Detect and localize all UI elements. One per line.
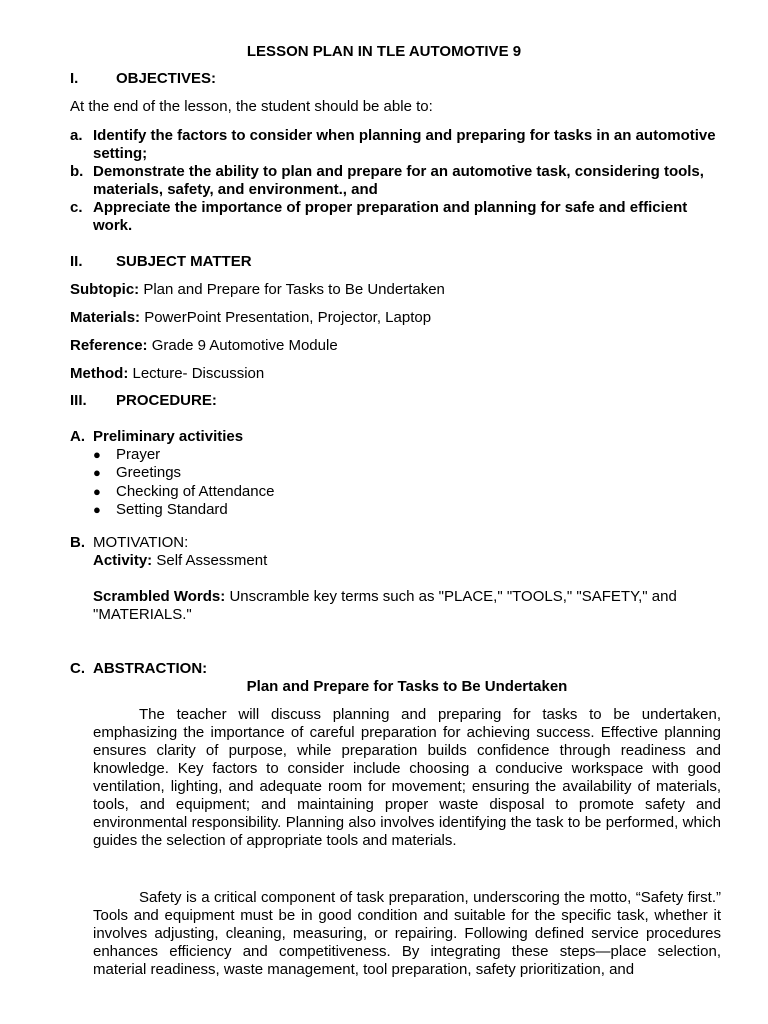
activity-label: Activity: [93, 552, 153, 569]
item-text: Checking of Attendance [116, 483, 275, 500]
item-text: Identify the factors to consider when planning and preparing for tasks in an automotive setting; [93, 127, 716, 162]
objectives-intro: At the end of the lesson, the student should be able to: [70, 98, 433, 115]
scrambled-words [93, 588, 721, 624]
list-item [93, 501, 274, 519]
bullet-icon: ● [93, 502, 101, 517]
subsection-letter-a: A. [70, 428, 85, 445]
item-text: Setting Standard [116, 501, 228, 518]
activity-value: Self Assessment [156, 552, 268, 569]
subsection-letter-b: B. [70, 534, 85, 551]
item-letter: b. [70, 163, 84, 180]
item-text: Demonstrate the ability to plan and prepare for an automotive task, considering tools, materials, safety, and environment., and [93, 163, 704, 198]
preliminary-heading: Preliminary activities [93, 428, 244, 445]
item-letter: c. [70, 199, 83, 216]
item-text: Appreciate the importance of proper preparation and planning for safe and efficient work. [93, 199, 688, 234]
abstraction-heading: ABSTRACTION: [93, 660, 208, 677]
bullet-icon: ● [93, 447, 101, 462]
document-title: LESSON PLAN IN TLE AUTOMOTIVE 9 [246, 43, 522, 60]
reference-label: Reference: [70, 337, 148, 354]
activity-line [93, 552, 721, 570]
scrambled-text: Unscramble key terms such as "PLACE," "TOOLS," "SAFETY," and "MATERIALS." [93, 588, 677, 623]
method-label: Method: [70, 365, 129, 382]
section-title: PROCEDURE: [116, 392, 217, 409]
bullet-icon: ● [93, 484, 101, 499]
list-item [70, 163, 720, 199]
reference-line [70, 337, 338, 355]
bullet-icon: ● [93, 465, 101, 480]
section-number: II. [70, 253, 83, 270]
abstraction-paragraph-1: The teacher will discuss planning and preparing for tasks to be undertaken, emphasizing the importance of careful preparation for achieving success. Effective planning ensures clarity of purpose, while preparation builds confidence through readiness and knowledge. Key factors to consider include choosing a conducive workspace with good ventilation, lighting, and adequate room for movement; ensuring the availability of materials, tools, and equipment; and maintaining proper waste disposal to promote safety and environmental responsibility. Planning also involves identifying the task to be performed, which guides the selection of appropriate tools and materials. [93, 706, 721, 849]
objectives-heading [70, 70, 216, 88]
materials-line [70, 309, 431, 327]
subject-matter-heading [70, 253, 252, 271]
item-text: Greetings [116, 464, 182, 481]
list-item [70, 199, 720, 235]
objectives-list [70, 127, 720, 235]
subtopic-line [70, 281, 445, 299]
materials-label: Materials: [70, 309, 141, 326]
motivation-heading: MOTIVATION: [93, 534, 189, 551]
list-item [70, 127, 720, 163]
subsection-letter-c: C. [70, 660, 85, 677]
section-number: III. [70, 392, 87, 409]
materials-value: PowerPoint Presentation, Projector, Laptop [144, 309, 432, 326]
reference-value: Grade 9 Automotive Module [151, 337, 338, 354]
abstraction-paragraph-2: Safety is a critical component of task preparation, underscoring the motto, “Safety first.” Tools and equipment must be in good condition and suitable for the specific task, whether it involves adjusting, cleaning, measuring, or repairing. Following defined service procedures enhances efficiency and competitiveness. By integrating these steps—place selection, material readiness, waste management, tool preparation, safety prioritization, and [93, 889, 721, 978]
section-title: OBJECTIVES: [116, 70, 217, 87]
list-item [93, 464, 274, 482]
procedure-heading [70, 392, 217, 410]
preliminary-list [93, 446, 274, 519]
list-item [93, 446, 274, 464]
item-text: Prayer [116, 446, 161, 463]
method-line [70, 365, 264, 383]
abstraction-title: Plan and Prepare for Tasks to Be Undertaken [246, 678, 568, 695]
section-number: I. [70, 70, 79, 87]
subtopic-value: Plan and Prepare for Tasks to Be Undertaken [143, 281, 445, 298]
item-letter: a. [70, 127, 83, 144]
subtopic-label: Subtopic: [70, 281, 140, 298]
list-item [93, 483, 274, 501]
method-value: Lecture- Discussion [132, 365, 265, 382]
section-title: SUBJECT MATTER [116, 253, 252, 270]
scrambled-label: Scrambled Words: [93, 588, 226, 605]
